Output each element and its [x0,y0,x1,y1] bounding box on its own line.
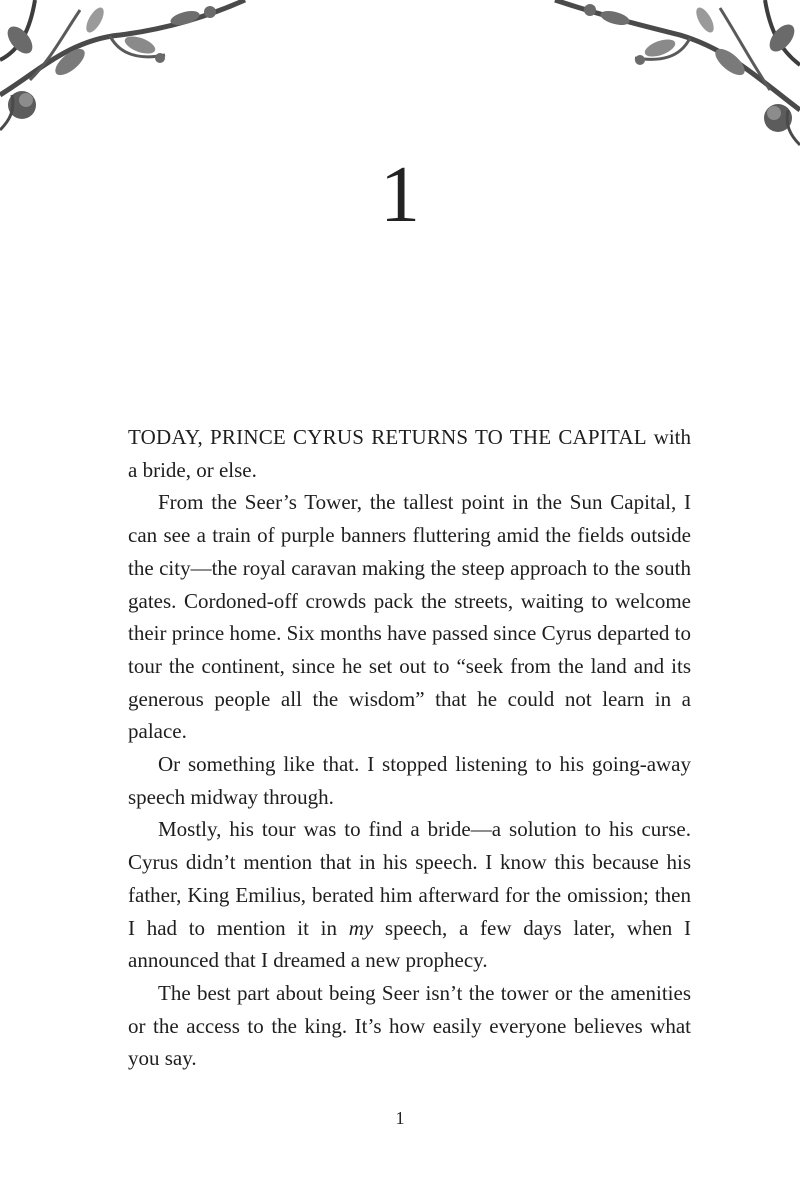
chapter-body [128,421,691,1075]
paragraph: The best part about being Seer isn’t the tower or the amenities or the access to the king. It’s how easily everyone believes what you say. [128,980,691,1071]
paragraph [128,813,691,977]
page-number: 1 [395,1108,405,1128]
paragraph: Or something like that. I stopped listening to his going-away speech midway through. [128,752,691,809]
opening-rest: with a bride, or else. [128,425,692,482]
chapter-number: 1 [380,151,420,239]
vine-corner-left-icon [0,0,280,160]
paragraph-text: speech, a few days later, when I announced that I dreamed a new prophecy. [128,915,691,973]
paragraph: From the Seer’s Tower, the tallest point in the Sun Capital, I can see a train of purple banners fluttering amid the fields outside the city—the royal caravan making the steep approach to the south gates. Cordoned-off crowds pack the streets, waiting to welcome their prince home. Six months have passed since Cyrus departed to tour the continent, since he set out to “seek from the land and its generous people all the wisdom” that he could not learn in a palace. [128,490,691,744]
opening-paragraph [128,421,691,486]
emphasis-text: my [348,915,374,940]
opening-small-caps: TODAY, PRINCE CYRUS RETURNS TO THE CAPITAL [128,425,647,449]
vine-corner-right-icon [520,0,800,160]
paragraph-text: Mostly, his tour was to find a bride—a solution to his curse. Cyrus didn’t mention that in his speech. I know this because his father, King Emilius, berated him afterward for the omission; then I had to mention it in [128,817,691,940]
